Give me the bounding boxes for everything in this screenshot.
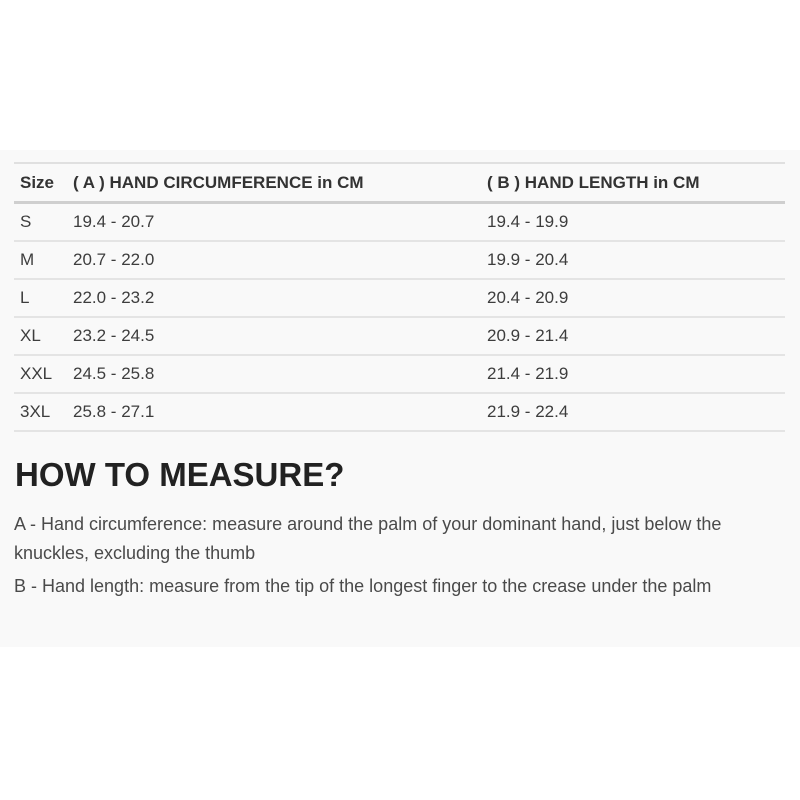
table-row xyxy=(14,318,785,356)
column-header-hand-circumference: ( A ) HAND CIRCUMFERENCE in CM xyxy=(73,172,364,192)
size-cell: M xyxy=(20,250,35,269)
circumference-cell: 23.2 - 24.5 xyxy=(73,326,155,345)
length-cell: 21.4 - 21.9 xyxy=(487,364,569,383)
instruction-hand-circumference xyxy=(14,510,785,568)
size-cell: XXL xyxy=(20,364,53,383)
table-header-row xyxy=(14,164,785,204)
table-row xyxy=(14,394,785,432)
length-cell: 19.4 - 19.9 xyxy=(487,212,569,231)
circumference-cell: 20.7 - 22.0 xyxy=(73,250,155,269)
circumference-cell: 22.0 - 23.2 xyxy=(73,288,155,307)
size-chart-table xyxy=(14,162,785,432)
measure-instructions xyxy=(14,510,785,601)
instruction-line: A - Hand circumference: measure around the palm of your dominant hand, just below the xyxy=(14,514,722,534)
instruction-hand-length xyxy=(14,572,785,601)
circumference-cell: 24.5 - 25.8 xyxy=(73,364,155,383)
column-header-size: Size xyxy=(20,172,55,192)
size-cell: 3XL xyxy=(20,402,51,421)
how-to-measure-heading: HOW TO MEASURE? xyxy=(15,456,345,493)
size-cell: S xyxy=(20,212,32,231)
size-cell: XL xyxy=(20,326,41,345)
table-row xyxy=(14,356,785,394)
length-cell: 20.9 - 21.4 xyxy=(487,326,569,345)
circumference-cell: 19.4 - 20.7 xyxy=(73,212,155,231)
size-guide-section xyxy=(0,150,800,647)
table-row xyxy=(14,280,785,318)
length-cell: 20.4 - 20.9 xyxy=(487,288,569,307)
length-cell: 19.9 - 20.4 xyxy=(487,250,569,269)
length-cell: 21.9 - 22.4 xyxy=(487,402,569,421)
instruction-line: B - Hand length: measure from the tip of the longest finger to the crease under the palm xyxy=(14,576,712,596)
size-cell: L xyxy=(20,288,30,307)
column-header-hand-length: ( B ) HAND LENGTH in CM xyxy=(487,172,700,192)
circumference-cell: 25.8 - 27.1 xyxy=(73,402,155,421)
table-row xyxy=(14,204,785,242)
table-row xyxy=(14,242,785,280)
instruction-line: knuckles, excluding the thumb xyxy=(14,543,256,563)
